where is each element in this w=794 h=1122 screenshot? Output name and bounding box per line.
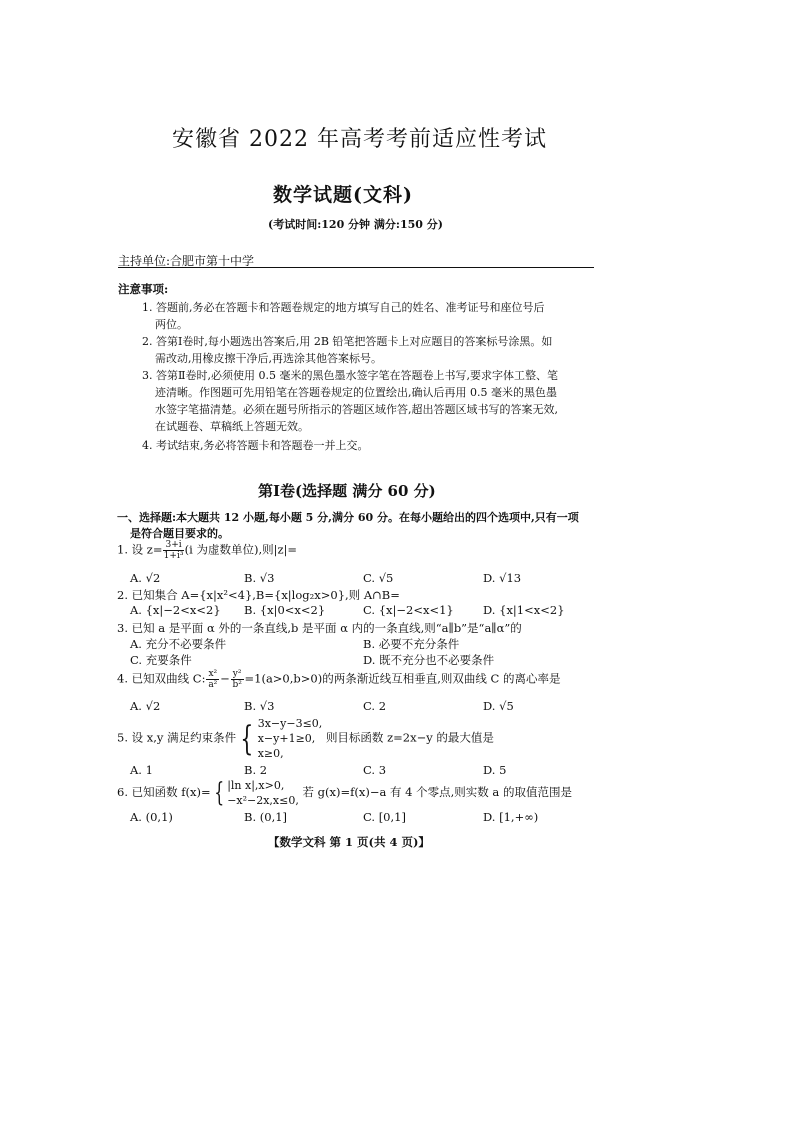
notice-line: 4. 考试结束,务必将答题卡和答题卷一并上交。 — [142, 439, 369, 452]
section-title: 第Ⅰ卷(选择题 满分 60 分) — [258, 482, 436, 500]
q5-constraint: x≥0, — [257, 747, 284, 760]
q4-prefix: 4. 已知双曲线 C: — [117, 671, 206, 686]
question-6-stem — [117, 778, 572, 808]
q4-x-denominator: a² — [208, 680, 218, 690]
q1-fraction — [163, 540, 183, 561]
q2-option-d: D. {x|1<x<2} — [483, 603, 565, 617]
q3-option-c: C. 充要条件 — [130, 653, 192, 667]
q6-option-a: A. (0,1) — [130, 810, 173, 824]
q4-option-d: D. √5 — [483, 699, 514, 713]
question-1-stem — [117, 540, 297, 561]
q4-y-fraction — [231, 669, 244, 690]
notice-line: 迹清晰。作图题可先用铅笔在答题卷规定的位置绘出,确认后再用 0.5 毫米的黑色墨 — [155, 386, 557, 399]
q6-suffix: 若 g(x)=f(x)−a 有 4 个零点,则实数 a 的取值范围是 — [302, 785, 572, 799]
question-4-stem — [117, 669, 560, 690]
q5-option-a: A. 1 — [130, 763, 153, 777]
q1-numerator: 3+i — [165, 540, 182, 550]
question-3-stem: 3. 已知 a 是平面 α 外的一条直线,b 是平面 α 内的一条直线,则“a∥b”是“a∥α”的 — [117, 621, 522, 635]
q6-option-d: D. [1,+∞) — [483, 810, 539, 824]
q3-option-d: D. 既不充分也不必要条件 — [363, 653, 495, 667]
notice-line: 需改动,用橡皮擦干净后,再选涂其他答案标号。 — [155, 352, 382, 365]
q5-suffix: 则目标函数 z=2x−y 的最大值是 — [325, 730, 494, 745]
q5-constraint: 3x−y−3≤0, — [257, 717, 323, 730]
q6-option-c: C. [0,1] — [363, 810, 406, 824]
left-brace-icon: { — [240, 718, 254, 759]
q2-option-c: C. {x|−2<x<1} — [363, 603, 454, 617]
q5-option-c: C. 3 — [363, 763, 387, 777]
host-unit: 主持单位:合肥市第十中学 — [118, 254, 255, 268]
notice-line: 3. 答第Ⅱ卷时,必须使用 0.5 毫米的黑色墨水签字笔在答题卷上书写,要求字体工整、笔 — [142, 369, 558, 382]
q1-prefix: 1. 设 z= — [117, 542, 163, 557]
q5-option-d: D. 5 — [483, 763, 507, 777]
exam-title: 安徽省 2022 年高考考前适应性考试 — [172, 127, 547, 152]
page-footer: 【数学文科 第 1 页(共 4 页)】 — [268, 835, 430, 849]
q4-minus: − — [220, 671, 230, 686]
q4-option-a: A. √2 — [130, 699, 161, 713]
q5-option-b: B. 2 — [244, 763, 268, 777]
notice-line: 两位。 — [155, 318, 188, 331]
q6-case: |ln x|,x>0, — [227, 779, 285, 792]
notice-line: 水签字笔描清楚。必须在题号所指示的答题区域作答,超出答题区域书写的答案无效, — [155, 403, 558, 416]
q1-option-b: B. √3 — [244, 571, 275, 585]
header-divider — [118, 267, 594, 268]
q6-prefix: 6. 已知函数 f(x)= — [117, 785, 211, 799]
q3-option-a: A. 充分不必要条件 — [130, 637, 227, 651]
q5-prefix: 5. 设 x,y 满足约束条件 — [117, 730, 237, 745]
section-instruction: 是符合题目要求的。 — [130, 527, 229, 540]
q2-option-b: B. {x|0<x<2} — [244, 603, 326, 617]
q6-cases — [227, 778, 299, 808]
notice-heading: 注意事项: — [118, 282, 169, 296]
q4-option-b: B. √3 — [244, 699, 275, 713]
exam-subtitle: 数学试题(文科) — [273, 184, 413, 206]
exam-info: (考试时间:120 分钟 满分:150 分) — [268, 218, 443, 231]
section-instruction: 一、选择题:本大题共 12 小题,每小题 5 分,满分 60 分。在每小题给出的四个选项中,只有一项 — [117, 511, 579, 524]
q1-suffix: (i 为虚数单位),则|z|= — [184, 542, 298, 557]
q4-x-numerator: x² — [208, 669, 218, 679]
q6-case: −x²−2x,x≤0, — [227, 794, 299, 807]
q1-denominator: 1+i³ — [163, 551, 184, 561]
notice-line: 2. 答第Ⅰ卷时,每小题选出答案后,用 2B 铅笔把答题卡上对应题目的答案标号涂黑。如 — [142, 335, 553, 348]
q5-constraint: x−y+1≥0, — [257, 732, 316, 745]
left-brace-icon: { — [213, 778, 224, 808]
q4-y-numerator: y² — [232, 669, 242, 679]
q3-option-b: B. 必要不充分条件 — [363, 637, 460, 651]
q4-suffix: =1(a>0,b>0)的两条渐近线互相垂直,则双曲线 C 的离心率是 — [244, 671, 561, 686]
q4-option-c: C. 2 — [363, 699, 387, 713]
question-2-stem: 2. 已知集合 A={x|x²<4},B={x|log₂x>0},则 A∩B= — [117, 588, 400, 602]
notice-line: 1. 答题前,务必在答题卡和答题卷规定的地方填写自己的姓名、准考证号和座位号后 — [142, 301, 545, 314]
q1-option-c: C. √5 — [363, 571, 394, 585]
question-5-stem — [117, 716, 494, 761]
notice-line: 在试题卷、草稿纸上答题无效。 — [155, 420, 309, 433]
q4-y-denominator: b² — [232, 680, 242, 690]
q5-constraints — [258, 716, 323, 761]
q1-option-a: A. √2 — [130, 571, 161, 585]
q2-option-a: A. {x|−2<x<2} — [130, 603, 221, 617]
q6-option-b: B. (0,1] — [244, 810, 288, 824]
q1-option-d: D. √13 — [483, 571, 522, 585]
q4-x-fraction — [206, 669, 219, 690]
